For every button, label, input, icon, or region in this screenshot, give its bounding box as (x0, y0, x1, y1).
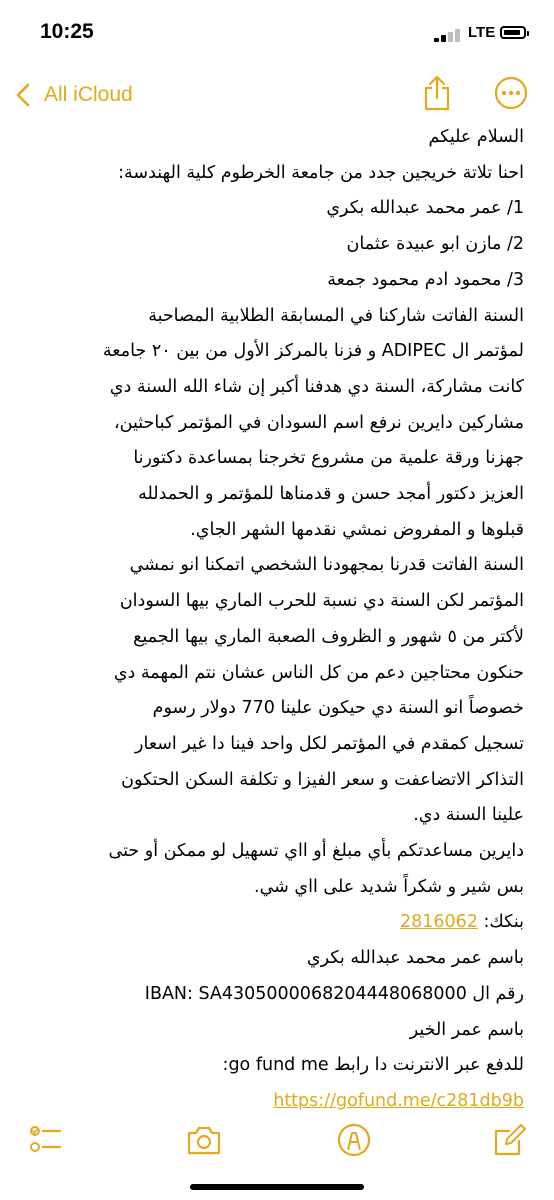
note-line: دايرين مساعدتكم بأي مبلغ أو ااي تسهيل لو ممكن أو حتى (108, 841, 524, 862)
note-line-bank-name: باسم عمر محمد عبدالله بكري (306, 948, 524, 969)
note-line: خصوصاً انو السنة دي حيكون علينا 770 دولار رسوم (152, 698, 524, 719)
bottom-toolbar (0, 1110, 554, 1170)
home-indicator (190, 1184, 364, 1190)
nav-bar (0, 70, 554, 120)
note-line: العزيز دكتور أمجد حسن و قدمناها للمؤتمر و الحمدلله (138, 484, 524, 505)
note-line: احنا تلاتة خريجين جدد من جامعة الخرطوم كلية الهندسة: (118, 162, 524, 183)
note-line: بس شير و شكراً شديد على ااي شي. (254, 876, 524, 897)
back-label: All iCloud (44, 83, 133, 106)
note-line-iban: رقم ال IBAN: SA4305000068204448068000 (144, 983, 524, 1004)
note-line: السنة الفاتت قدرنا بمجهودنا الشخصي اتمكنا انو نمشي (129, 555, 524, 576)
compose-icon[interactable] (492, 1122, 528, 1158)
note-line: 2/ مازن ابو عبيدة عثمان (346, 234, 524, 255)
camera-icon[interactable] (186, 1122, 222, 1158)
note-line: التذاكر الاتضاعفت و سعر الفيزا و تكلفة السكن الحتكون (121, 769, 524, 790)
note-line: جهزنا ورقة علمية من مشروع تخرجنا بمساعدة دكتورنا (133, 448, 524, 469)
note-line: السلام عليكم (428, 127, 524, 147)
status-bar (0, 0, 554, 70)
note-line: حنكون محتاجين دعم من كل الناس عشان نتم المهمة دي (113, 662, 524, 683)
ellipsis-circle-icon[interactable] (494, 76, 528, 110)
note-line: قبلوها و المفروض نمشي نقدمها الشهر الجاي. (190, 519, 524, 540)
note-line-iban-name: باسم عمر الخير (409, 1019, 524, 1040)
note-line: لمؤتمر ال ADIPEC و فزنا بالمركز الأول من بين ٢٠ جامعة (102, 341, 524, 362)
checklist-icon[interactable] (28, 1122, 64, 1158)
note-line: المؤتمر لكن السنة دي نسبة للحرب الماري بيها السودان (119, 591, 524, 612)
note-lines (14, 120, 524, 905)
chevron-left-icon (14, 83, 34, 107)
cellular-signal-icon (434, 28, 462, 42)
note-line: مشاركين دايرين نرفع اسم السودان في المؤتمر كباحثين، (114, 412, 524, 433)
note-line: تسجيل كمقدم في المؤتمر لكل واحد فينا دا غير اسعار (135, 733, 524, 754)
note-body[interactable] (14, 120, 524, 1120)
note-line: لأكتر من ٥ شهور و الظروف الصعبة الماري بيها الجميع (133, 626, 524, 647)
note-line: 1/ عمر محمد عبدالله بكري (326, 198, 524, 219)
note-line: علينا السنة دي. (413, 805, 524, 826)
status-time: 10:25 (40, 20, 94, 43)
battery-icon (500, 26, 526, 39)
battery-level (504, 30, 520, 35)
pen-circle-icon[interactable] (336, 1122, 372, 1158)
note-line: كانت مشاركة، السنة دي هدفنا أكبر إن شاء الله السنة دي (109, 376, 524, 397)
back-button[interactable] (14, 78, 133, 112)
share-icon[interactable] (420, 74, 454, 112)
gofund-link[interactable]: https://gofund.me/c281db9b (273, 1090, 524, 1111)
note-line: السنة الفاتت شاركنا في المسابقة الطلابية المصاحبة (148, 305, 524, 326)
note-line: 3/ محمود ادم محمود جمعة (327, 269, 524, 290)
note-line-gofund: للدفع عبر الانترنت دا رابط go fund me: (222, 1055, 524, 1076)
bank-number-link[interactable]: 2816062 (400, 912, 478, 933)
bank-label: بنكك: (477, 912, 524, 933)
note-line-bank (14, 905, 524, 941)
network-type: LTE (468, 24, 496, 41)
